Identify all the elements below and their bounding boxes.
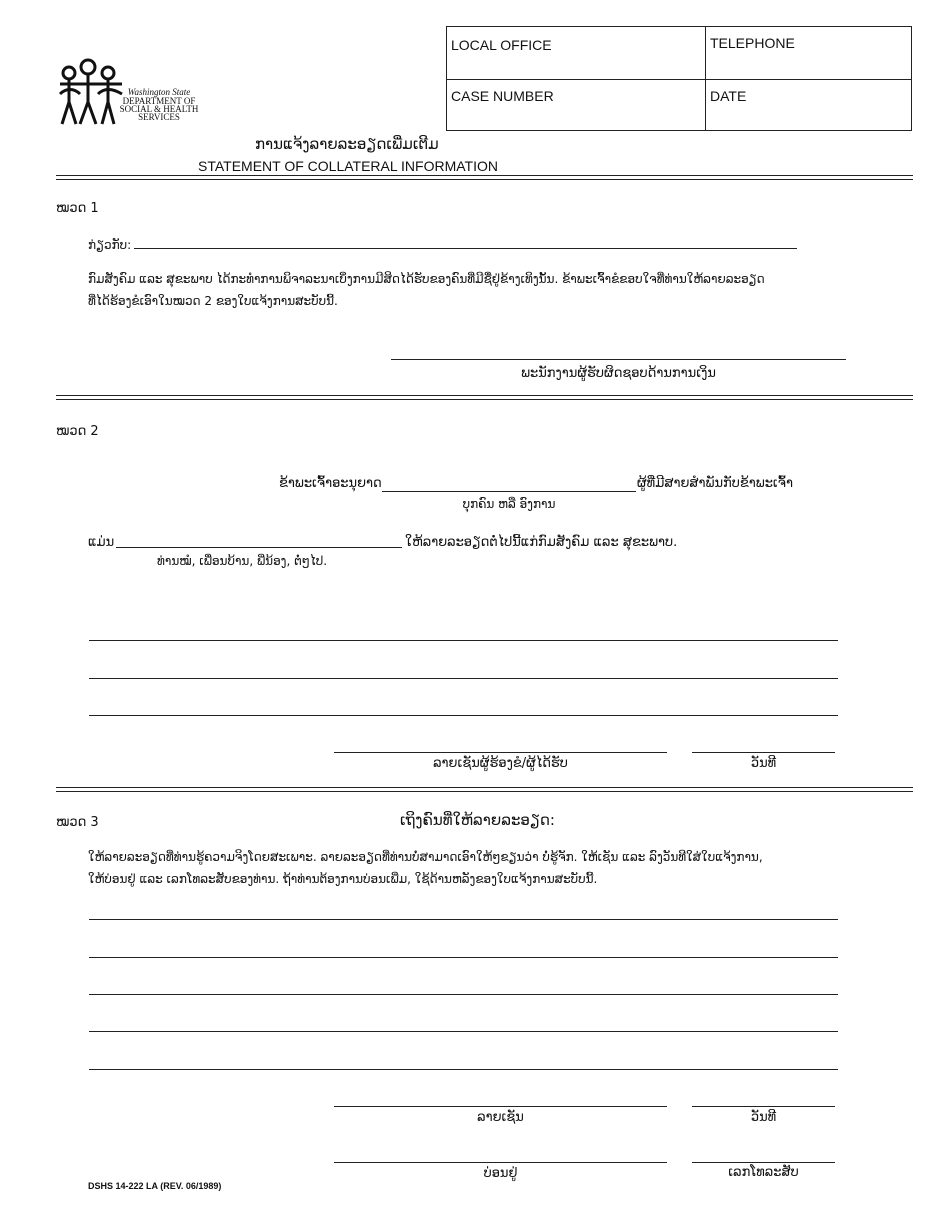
divider-section2 [56, 395, 913, 400]
regarding-label: ກ່ຽວກັບ: [88, 238, 132, 252]
form-number: DSHS 14-222 LA (REV. 06/1989) [88, 1181, 222, 1191]
section1-heading: ໝວດ 1 [56, 201, 99, 216]
namely-caption: ທ່ານໝໍ, ເພື່ອນບ້ານ, ພີ່ນ້ອງ, ຕໍ່ໆໄປ. [157, 554, 328, 568]
section3-paragraph-line1: ໃຫ້ລາຍລະອຽດທີ່ທ່ານຮູ້ຄວາມຈິງໂດຍສະເພາະ. ລາຍລະອຽດທີ່ທ່ານບໍ່ສາມາດເອົາໃຫ້ໆຂຽນວ່າ ບໍ່ຮູ້ຈັກ. ໃຫ້ເຊັນ ແລະ ລົງວັນທີໃສ່ໃບແຈ້ງການ, [88, 850, 763, 864]
date-field[interactable]: DATE [710, 88, 747, 104]
authorize-prefix: ຂ້າພະເຈົ້າອະນຸຍາດ [279, 476, 382, 491]
section3-info-line[interactable] [89, 1069, 838, 1070]
informant-signature-caption: ລາຍເຊັນ [477, 1110, 524, 1125]
section3-info-line[interactable] [89, 994, 838, 995]
telephone-field[interactable]: TELEPHONE [710, 35, 795, 51]
section2-info-line[interactable] [89, 640, 838, 641]
logo-line-4: SERVICES [138, 112, 180, 122]
namely-input-line[interactable] [116, 547, 402, 548]
section3-date-line[interactable] [692, 1106, 835, 1107]
financial-worker-caption: ພະນັກງານຜູ້ຮັບຜິດຊອບດ້ານການເງິນ [521, 366, 716, 381]
section2-date-line[interactable] [692, 752, 835, 753]
authorized-person-input-line[interactable] [382, 491, 636, 492]
local-office-field[interactable]: LOCAL OFFICE [451, 37, 552, 53]
section3-date-caption: ວັນທີ [750, 1110, 777, 1125]
section2-date-caption: ວັນທີ [750, 756, 777, 771]
address-line[interactable] [334, 1162, 667, 1163]
section2-info-line[interactable] [89, 715, 838, 716]
address-caption: ບ່ອນຢູ່ [483, 1166, 518, 1181]
person-or-agency-caption: ບຸກຄົນ ຫລື ອົງການ [462, 497, 556, 511]
financial-worker-signature-line[interactable] [391, 359, 846, 360]
section2-heading: ໝວດ 2 [56, 424, 99, 439]
section3-title: ເຖິງຄົນທີ່ໃຫ້ລາຍລະອຽດ: [400, 811, 555, 829]
title-english: STATEMENT OF COLLATERAL INFORMATION [198, 158, 498, 174]
divider-section3 [56, 787, 913, 792]
case-number-field[interactable]: CASE NUMBER [451, 88, 554, 104]
section3-paragraph-line2: ໃຫ້ບ່ອນຢູ່ ແລະ ເລກໂທລະສັບຂອງທ່ານ. ຖ້າທ່ານຕ້ອງການບ່ອນເພີ່ມ, ໃຊ້ດ້ານຫລັງຂອງໃບແຈ້ງການສະບັບນີ້. [88, 872, 598, 886]
informant-signature-line[interactable] [334, 1106, 667, 1107]
divider-top [56, 175, 913, 180]
section3-info-line[interactable] [89, 957, 838, 958]
requester-signature-caption: ລາຍເຊັນຜູ້ຮ້ອງຂໍ/ຜູ້ໄດ້ຮັບ [433, 756, 568, 771]
requester-signature-line[interactable] [334, 752, 667, 753]
phone-line[interactable] [692, 1162, 835, 1163]
office-info-box [446, 26, 912, 131]
phone-caption: ເລກໂທລະສັບ [728, 1165, 799, 1180]
logo-line-3: SOCIAL & HEALTH [119, 104, 199, 114]
section3-info-line[interactable] [89, 1031, 838, 1032]
logo-line-1: Washington State [127, 87, 191, 97]
regarding-input-line[interactable] [134, 248, 797, 249]
section1-paragraph-line2: ທີ່ໄດ້ຮ້ອງຂໍເອົາໃນໝວດ 2 ຂອງໃບແຈ້ງການສະບັບນີ້. [88, 294, 338, 308]
section3-info-line[interactable] [89, 919, 838, 920]
authorize-suffix: ຜູ້ທີ່ມີສາຍສຳພັນກັບຂ້າພະເຈົ້າ [637, 476, 793, 491]
section2-info-line[interactable] [89, 678, 838, 679]
title-lao: ການແຈ້ງລາຍລະອຽດເພີ່ມເຕີມ [255, 135, 439, 153]
namely-suffix: ໃຫ້ລາຍລະອຽດຕໍ່ໄປນີ້ແກ່ກົມສັງຄົມ ແລະ ສຸຂະພາບ. [405, 535, 678, 550]
section1-paragraph-line1: ກົມສັງຄົມ ແລະ ສຸຂະພາບ ໄດ້ກະທຳການພິຈາລະນາເບິ່ງການມີສິດໄດ້ຮັບຂອງຄົນທີ່ມີຊື່ຢູ່ຂ້າງເທິງນັ້ນ. ຂ້າພະເຈົ້າຂໍຂອບໃຈທີ່ທ່ານໃຫ້ລາຍລະອຽດ [88, 272, 765, 286]
dshs-logo [56, 58, 201, 128]
namely-label: ແມ່ນ [88, 535, 115, 550]
section3-heading: ໝວດ 3 [56, 815, 99, 830]
logo-line-2: DEPARTMENT OF [122, 96, 196, 106]
